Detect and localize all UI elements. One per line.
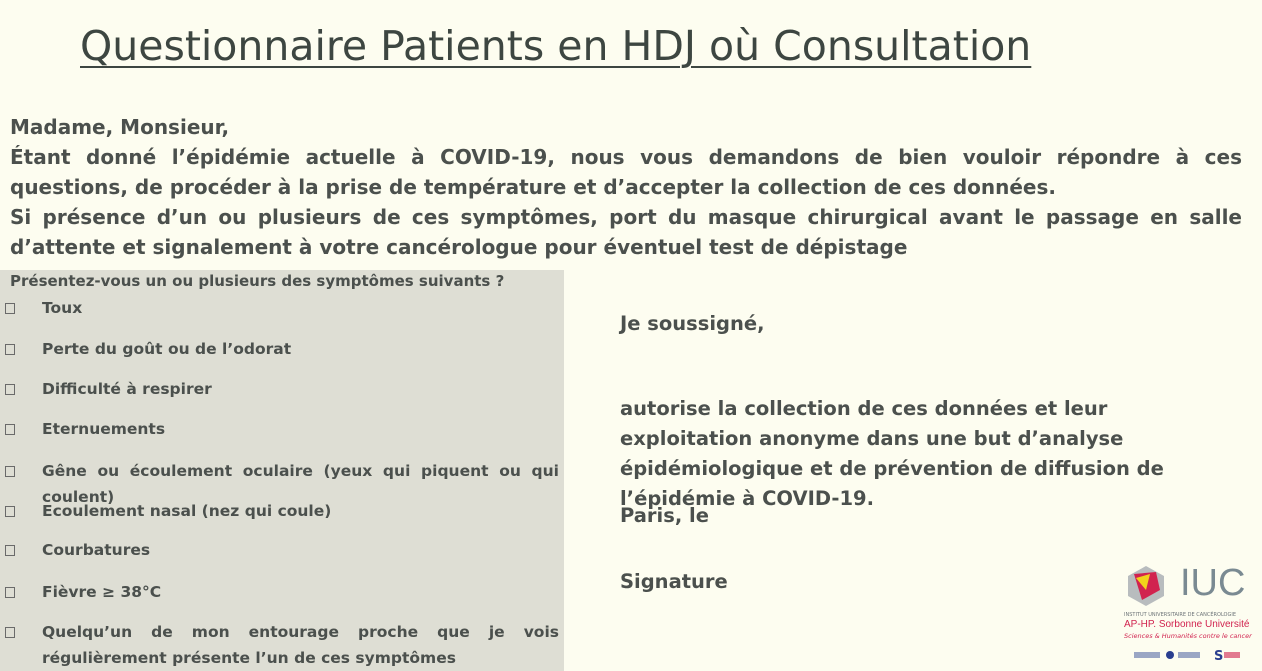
intro-paragraph-1: Étant donné l’épidémie actuelle à COVID-19, nous vous demandons de bien vouloir répondre à ces questions, de procéder à la prise de température et d’accepter la collection de ces données. bbox=[10, 145, 1242, 199]
symptom-label: Quelqu’un de mon entourage proche que je vois régulièrement présente l’un de ces symptômes bbox=[42, 623, 559, 667]
intro-text bbox=[10, 112, 1242, 262]
symptom-label: Gêne ou écoulement oculaire (yeux qui piquent ou qui coulent) bbox=[42, 462, 559, 506]
undersigned-text: Je soussigné, bbox=[620, 312, 765, 335]
partner-logos-icon bbox=[1134, 648, 1240, 662]
symptom-checkbox[interactable] bbox=[5, 587, 15, 598]
iuc-logo-mark-icon bbox=[1126, 564, 1166, 608]
page-title: Questionnaire Patients en HDJ où Consultation bbox=[80, 22, 1032, 70]
iuc-logo-text: IUC bbox=[1180, 562, 1246, 604]
symptom-label: Fièvre ≥ 38°C bbox=[42, 583, 162, 601]
symptom-checkbox[interactable] bbox=[5, 303, 15, 314]
symptom-label: Courbatures bbox=[42, 541, 151, 559]
authorization-text: autorise la collection de ces données et leur exploitation anonyme dans une but d’analyse épidémiologique et de prévention de diffusion de l’épidémie à COVID-19. bbox=[620, 397, 1164, 510]
affiliation-name: AP-HP. Sorbonne Université bbox=[1124, 619, 1250, 630]
iuc-logo bbox=[1120, 560, 1260, 670]
symptom-checkbox[interactable] bbox=[5, 506, 15, 517]
symptom-label: Perte du goût ou de l’odorat bbox=[42, 340, 292, 358]
symptoms-question: Présentez-vous un ou plusieurs des symptômes suivants ? bbox=[10, 272, 505, 290]
symptom-label: Difficulté à respirer bbox=[42, 380, 212, 398]
symptom-checkbox[interactable] bbox=[5, 545, 15, 556]
symptom-label: Ecoulement nasal (nez qui coule) bbox=[42, 502, 332, 520]
intro-paragraph-2: Si présence d’un ou plusieurs de ces symptômes, port du masque chirurgical avant le passage en salle d’attente et signalement à votre cancérologue pour éventuel test de dépistage bbox=[10, 205, 1242, 259]
place-date-field: Paris, le bbox=[620, 504, 709, 527]
signature-field: Signature bbox=[620, 570, 728, 593]
symptom-checkbox[interactable] bbox=[5, 627, 15, 638]
institute-name: INSTITUT UNIVERSITAIRE DE CANCÉROLOGIE bbox=[1124, 612, 1236, 618]
symptoms-panel bbox=[0, 270, 564, 671]
symptom-label: Toux bbox=[42, 299, 83, 317]
svg-text:S: S bbox=[1214, 649, 1224, 662]
symptom-label: Eternuements bbox=[42, 420, 166, 438]
symptom-checkbox[interactable] bbox=[5, 384, 15, 395]
symptom-checkbox[interactable] bbox=[5, 344, 15, 355]
tagline: Sciences & Humanités contre le cancer bbox=[1124, 632, 1252, 640]
symptom-checkbox[interactable] bbox=[5, 424, 15, 435]
greeting: Madame, Monsieur, bbox=[10, 115, 230, 139]
symptom-checkbox[interactable] bbox=[5, 466, 15, 477]
